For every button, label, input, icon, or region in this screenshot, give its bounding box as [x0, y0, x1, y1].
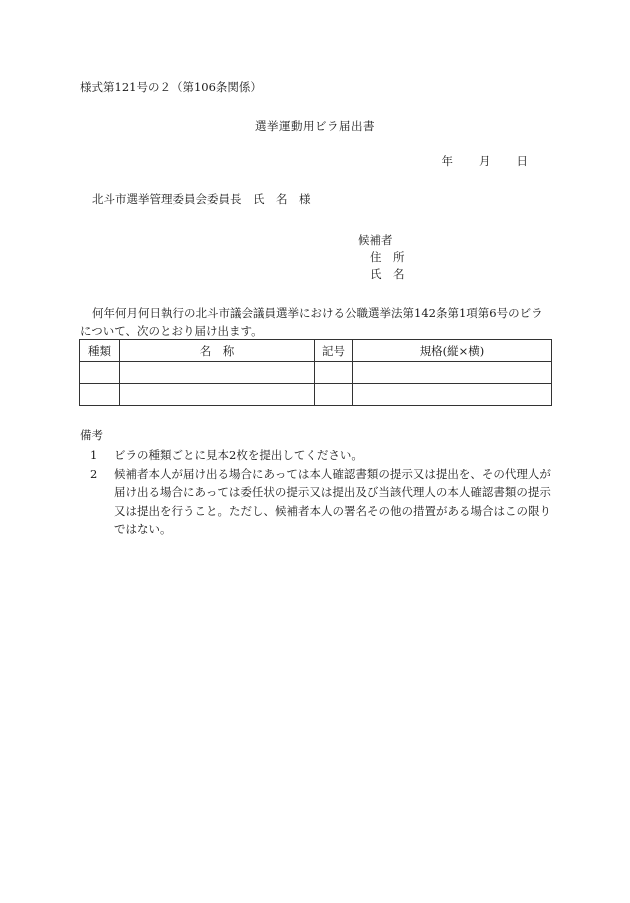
addressee: 北斗市選挙管理委員会委員長 氏 名 様: [92, 192, 311, 206]
table-cell[interactable]: [315, 384, 353, 406]
date-line: [442, 156, 529, 168]
remarks-heading: 備考: [80, 428, 103, 442]
date-month: 月: [479, 154, 491, 168]
candidate-block: [358, 232, 405, 283]
remark-number: 1: [90, 448, 98, 462]
body-text: 何年何月何日執行の北斗市議会議員選挙における公職選挙法第142条第1項第6号のビラについて、次のとおり届け出ます。: [80, 306, 543, 338]
header-type: 種類: [80, 340, 120, 362]
candidate-name-label: 氏 名: [370, 267, 405, 281]
table-cell[interactable]: [315, 362, 353, 384]
table-cell[interactable]: [120, 384, 315, 406]
table-cell[interactable]: [353, 384, 552, 406]
remark-number: 2: [90, 466, 98, 481]
remark-item: [80, 465, 560, 539]
date-day: 日: [516, 154, 528, 168]
document-title: 選挙運動用ビラ届出書: [255, 119, 375, 133]
candidate-label: 候補者: [358, 233, 393, 247]
remarks-list: [80, 446, 560, 539]
table-cell[interactable]: [120, 362, 315, 384]
table-cell[interactable]: [80, 384, 120, 406]
header-size: 規格(縦×横): [353, 340, 552, 362]
header-name: 名 称: [120, 340, 315, 362]
table-cell[interactable]: [80, 362, 120, 384]
candidate-address-label: 住 所: [370, 250, 405, 264]
remark-text: ビラの種類ごとに見本2枚を提出してください。: [114, 448, 363, 462]
table-row: [80, 362, 552, 384]
flyer-table: [79, 339, 552, 406]
date-year: 年: [441, 154, 453, 168]
table-row: [80, 384, 552, 406]
table-cell[interactable]: [353, 362, 552, 384]
header-symbol: 記号: [315, 340, 353, 362]
form-number: 様式第121号の２（第106条関係）: [80, 80, 262, 94]
table-header-row: [80, 340, 552, 362]
remark-text: 候補者本人が届け出る場合にあっては本人確認書類の提示又は提出を、その代理人が届け出る場合にあっては委任状の提示又は提出及び当該代理人の本人確認書類の提示又は提出を行うこと。ただし、候補者本人の署名その他の措置がある場合はこの限りではない。: [114, 466, 551, 536]
remark-item: [80, 446, 560, 465]
